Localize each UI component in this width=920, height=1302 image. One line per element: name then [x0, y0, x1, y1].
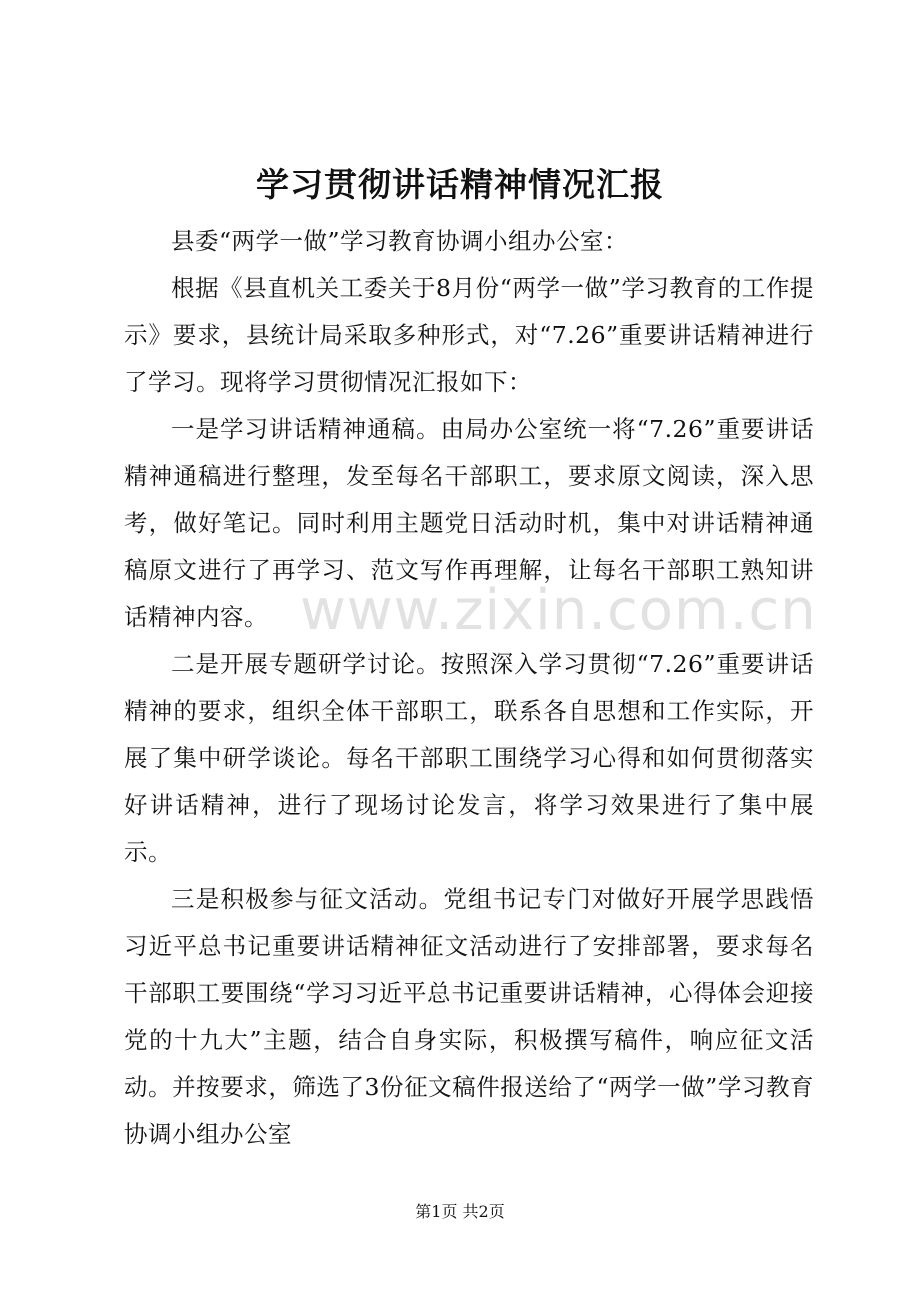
watermark: www.zixin.com.cn: [300, 578, 817, 643]
salutation: 县委“两学一做”学习教育协调小组办公室：: [171, 227, 629, 255]
document-title: 学习贯彻讲话精神情况汇报: [256, 165, 664, 204]
paragraph-point-1: 一是学习讲话精神通稿。由局办公室统一将“7.26”重要讲话精神通稿进行整理，发至每名干部职工，要求原文阅读，深入思考，做好笔记。同时利用主题党日活动时机，集中对讲话精神通稿原文进行了再学习、范文写作再理解，让每名干部职工熟知讲话精神内容。: [124, 415, 814, 631]
paragraph-point-2: 二是开展专题研学讨论。按照深入学习贯彻“7.26”重要讲话精神的要求，组织全体干部职工，联系各自思想和工作实际，开展了集中研学谈论。每名干部职工围绕学习心得和如何贯彻落实好讲话精神，进行了现场讨论发言，将学习效果进行了集中展示。: [124, 650, 814, 866]
paragraph-intro: 根据《县直机关工委关于8月份“两学一做”学习教育的工作提示》要求，县统计局采取多种形式，对“7.26”重要讲话精神进行了学习。现将学习贯彻情况汇报如下：: [124, 274, 814, 396]
paragraph-point-3: 三是积极参与征文活动。党组书记专门对做好开展学思践悟习近平总书记重要讲话精神征文活动进行了安排部署，要求每名干部职工要围绕“学习习近平总书记重要讲话精神，心得体会迎接党的十九大”主题，结合自身实际，积极撰写稿件，响应征文活动。并按要求，筛选了3份征文稿件报送给了“两学一做”学习教育协调小组办公室: [124, 885, 814, 1148]
document-body: [124, 218, 814, 1158]
page-footer: 第1页 共2页: [415, 1202, 505, 1221]
